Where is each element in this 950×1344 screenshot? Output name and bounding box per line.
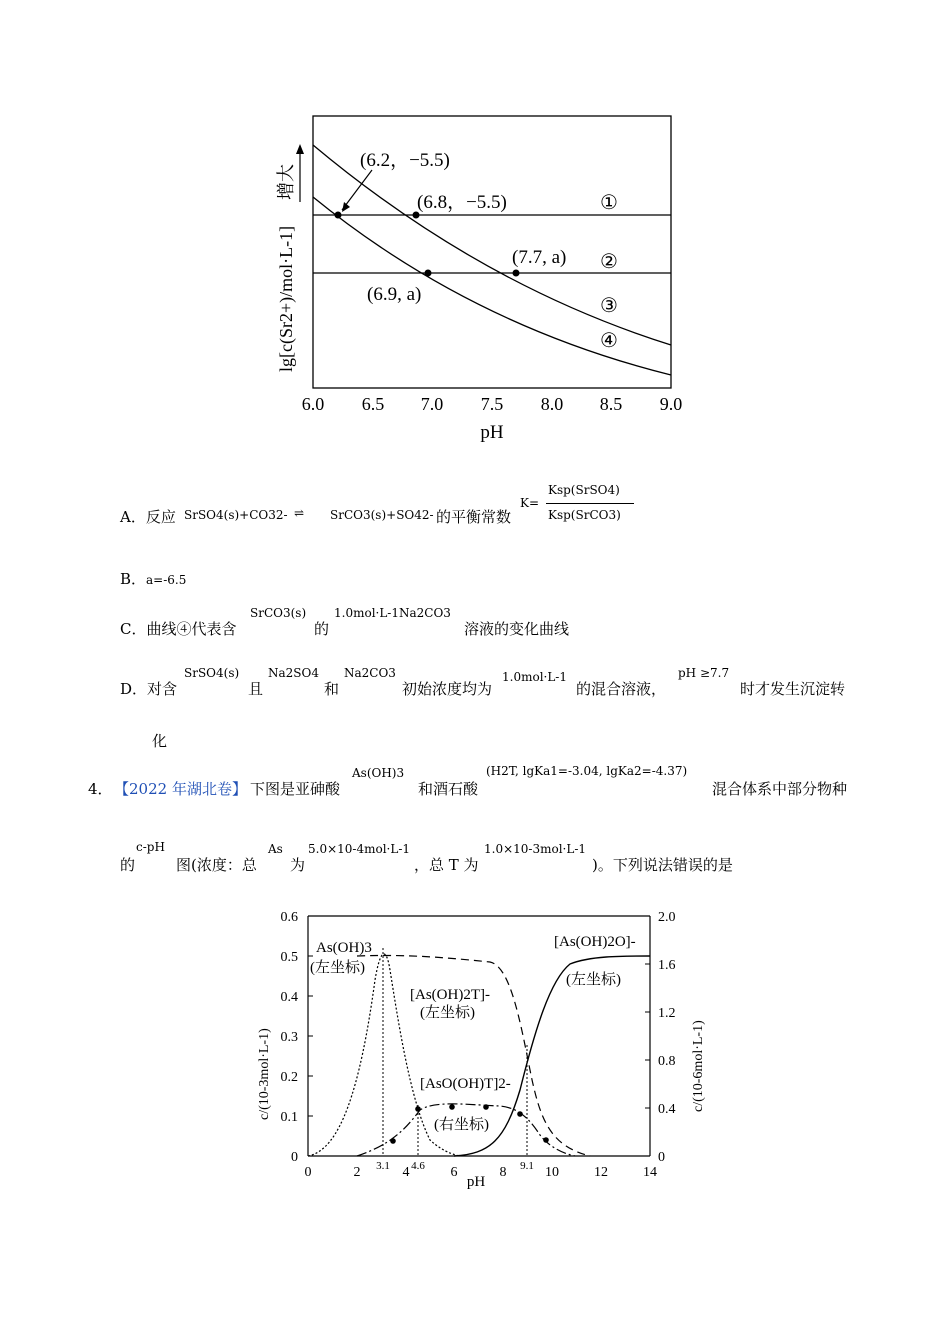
option-d-f1: SrSO4(s): [184, 666, 240, 680]
y-arrow-label: 增大: [276, 164, 296, 200]
q4-source-tag: 【2022 年湖北卷】: [114, 780, 247, 798]
x-tick: 6.5: [361, 394, 385, 414]
option-a-k-num: Ksp(SrSO4): [548, 483, 620, 497]
q4-t3: 混合体系中部分物种: [712, 780, 848, 798]
q4-f3: c-pH: [136, 840, 165, 854]
q4-f4: As: [268, 842, 283, 856]
label-aso-oh-t-axis: (右坐标): [434, 1117, 489, 1133]
x-mark: 4.6: [411, 1160, 425, 1172]
point-6.2: [335, 212, 342, 219]
right-tick: 1.6: [658, 958, 676, 973]
option-d-t5: 的混合溶液，: [576, 680, 667, 698]
label-as-oh2o-axis: (左坐标): [566, 972, 621, 988]
label-as-oh3: As(OH)3: [316, 940, 372, 956]
x-tick: 8.0: [540, 394, 564, 414]
label-as-oh2t-axis: (左坐标): [420, 1005, 475, 1021]
option-d: D．对含: [120, 680, 178, 698]
q4-t1: 下图是亚砷酸: [250, 780, 341, 798]
option-a-eq-right: SrCO3(s)+SO42-: [330, 508, 434, 522]
x-tick: 8: [499, 1165, 507, 1180]
y-axis-label-right: c/(10-6mol·L-1): [691, 1020, 706, 1112]
option-d-t6: 时才发生沉淀转: [740, 680, 846, 698]
y-axis-label: lg[c(Sr2+)/mol·L-1]: [276, 225, 296, 372]
left-tick: 0.1: [280, 1110, 298, 1125]
curve-label-4: ④: [600, 330, 618, 352]
option-d-f3: Na2CO3: [344, 666, 396, 680]
y-axis-label-left: c/(10-3mol·L-1): [257, 1028, 272, 1120]
option-c: C．曲线④代表含: [120, 620, 237, 638]
label-as-oh3-axis: (左坐标): [310, 960, 365, 976]
q4-t8: )。下列说法错误的是: [592, 856, 733, 874]
q4-t2: 和酒石酸: [418, 780, 479, 798]
marker-point: [449, 1104, 455, 1110]
option-c-t2: 的: [314, 620, 330, 638]
q4-t7: ，总 T 为: [414, 856, 479, 874]
right-tick: 0.8: [658, 1054, 676, 1069]
q4-f2: (H2T, lgKa1=-3.04, lgKa2=-4.37): [486, 764, 688, 778]
right-tick: 0: [658, 1150, 665, 1165]
option-d-f2: Na2SO4: [268, 666, 319, 680]
left-tick: 0.3: [280, 1030, 298, 1045]
x-tick: 8.5: [599, 394, 623, 414]
x-tick: 0: [304, 1165, 312, 1180]
option-a-k: K=: [520, 496, 540, 510]
option-c-f2: 1.0mol·L-1Na2CO3: [334, 606, 451, 620]
option-d-t2: 且: [248, 680, 264, 698]
q4-t6: 为: [290, 856, 306, 874]
q4-f1: As(OH)3: [352, 766, 405, 780]
x-axis-label: pH: [466, 1174, 486, 1190]
option-b: B．a=-6.5: [120, 570, 187, 588]
x-tick: 14: [643, 1165, 657, 1180]
x-tick: 7.0: [420, 394, 444, 414]
option-a: A．反应: [120, 508, 176, 526]
option-c-t3: 溶液的变化曲线: [464, 620, 570, 638]
right-tick: 2.0: [658, 910, 676, 925]
left-tick: 0.4: [280, 990, 298, 1005]
marker-point: [415, 1106, 421, 1112]
left-tick: 0: [291, 1150, 298, 1165]
option-d-t3: 和: [324, 680, 340, 698]
x-tick: 12: [594, 1165, 608, 1180]
option-a-arrow: ⇌: [294, 506, 305, 520]
curve-label-3: ③: [600, 295, 618, 317]
point-6.9: [425, 270, 432, 277]
marker-point: [390, 1138, 396, 1144]
x-tick: 7.5: [480, 394, 504, 414]
curve-label-1: ①: [600, 192, 618, 214]
label-as-oh2o: [As(OH)2O]-: [554, 934, 636, 950]
option-a-eq-left: SrSO4(s)+CO32-: [184, 508, 288, 522]
x-tick: 10: [545, 1165, 559, 1180]
right-tick: 0.4: [658, 1102, 676, 1117]
right-tick: 1.2: [658, 1006, 676, 1021]
x-tick: 9.0: [659, 394, 683, 414]
q4-t5: 图(浓度：总: [176, 856, 257, 874]
option-a-mid: 的平衡常数: [436, 508, 512, 526]
q4-t4: 的: [120, 856, 136, 874]
curve-label-2: ②: [600, 251, 618, 273]
x-axis-label: pH: [480, 422, 504, 443]
option-a-k-den: Ksp(SrCO3): [548, 508, 621, 522]
annotation-6.8: (6.8，−5.5): [417, 192, 507, 213]
label-aso-oh-t: [AsO(OH)T]2-: [420, 1076, 511, 1092]
marker-point: [517, 1111, 523, 1117]
x-tick: 2: [353, 1165, 361, 1180]
x-mark: 3.1: [376, 1160, 390, 1172]
chart-as-c-ph: [250, 900, 720, 1200]
left-tick: 0.2: [280, 1070, 298, 1085]
annotation-6.9: (6.9, a): [367, 284, 422, 305]
option-d-f4: 1.0mol·L-1: [502, 670, 567, 684]
q4-f6: 1.0×10-3mol·L-1: [484, 842, 587, 856]
annotation-7.7: (7.7, a): [512, 247, 567, 268]
option-c-f1: SrCO3(s): [250, 606, 307, 620]
x-mark: 9.1: [520, 1160, 534, 1172]
q4-number: 4．: [88, 780, 113, 798]
option-d-t7: 化: [152, 732, 168, 750]
q4-f5: 5.0×10-4mol·L-1: [308, 842, 411, 856]
left-tick: 0.6: [280, 910, 298, 925]
label-as-oh2t: [As(OH)2T]-: [410, 987, 490, 1003]
marker-point: [543, 1137, 549, 1143]
option-d-t4: 初始浓度均为: [402, 680, 493, 698]
annotation-6.2: (6.2，−5.5): [360, 150, 450, 171]
x-tick: 6: [450, 1165, 458, 1180]
option-d-f5: pH ≥7.7: [678, 666, 730, 680]
marker-point: [483, 1104, 489, 1110]
x-tick: 4: [402, 1165, 410, 1180]
point-7.7: [513, 270, 520, 277]
x-tick: 6.0: [301, 394, 325, 414]
chart-sr-lg-ph: [260, 110, 700, 450]
left-tick: 0.5: [280, 950, 298, 965]
